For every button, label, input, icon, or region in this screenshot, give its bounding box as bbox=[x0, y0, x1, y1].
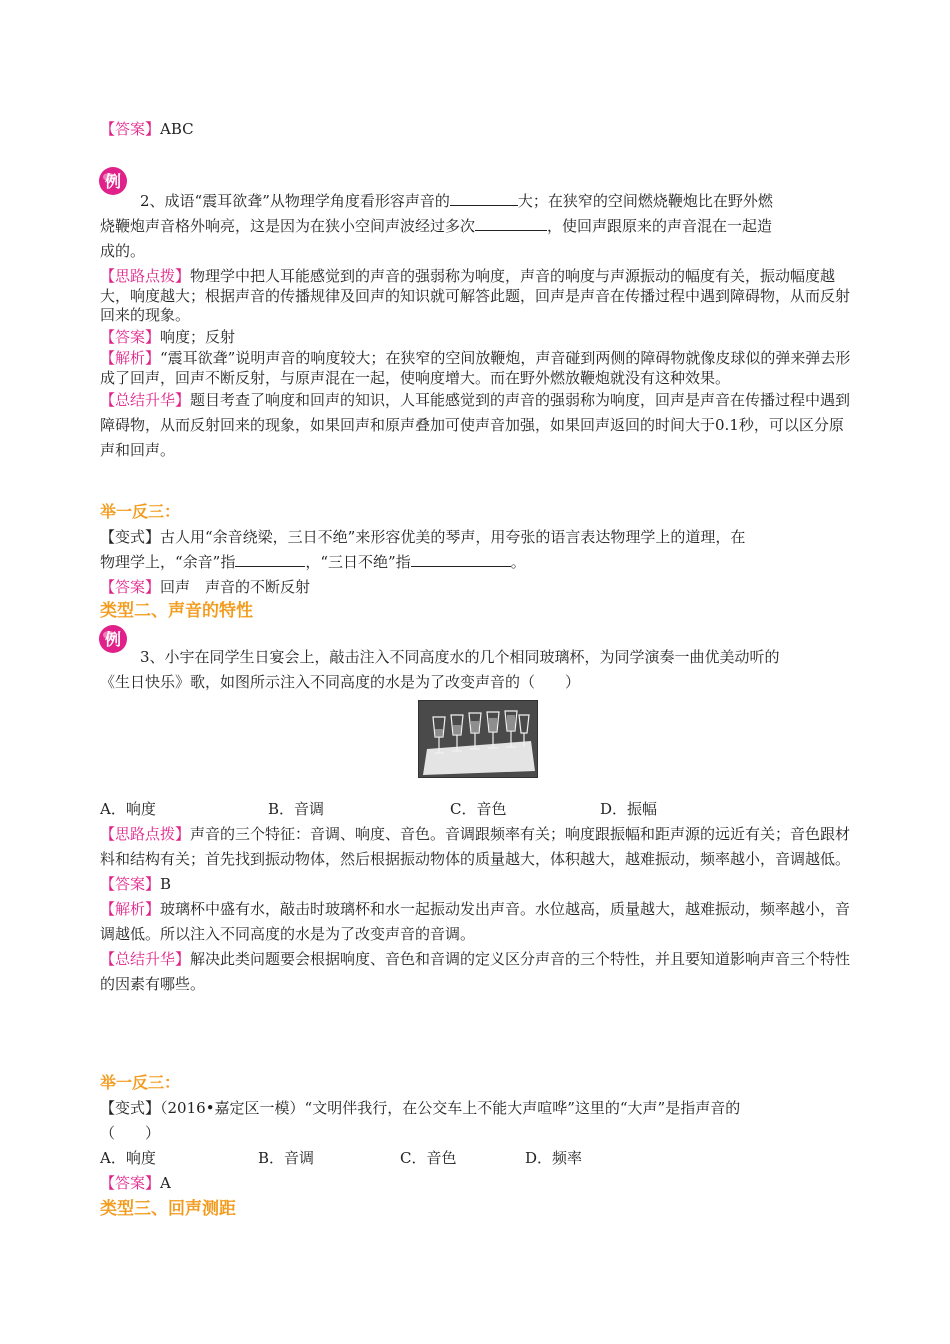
ex3-analysis: 【解析】玻璃杯中盛有水，敲击时玻璃杯和水一起振动发出声音。水位越高，质量越大，越难振动，频率越小，音调越低。所以注入不同高度的水是为了改变声音的音调。 bbox=[100, 900, 851, 943]
example-2 bbox=[100, 189, 852, 463]
option-a[interactable]: A．响度 bbox=[100, 800, 156, 818]
variant2-line2: （ ） bbox=[100, 1124, 161, 1142]
glasses-photo bbox=[418, 700, 538, 778]
variant2-line1: 【变式】（2016•嘉定区一模）“文明伴我行，在公交车上不能大声喧哗”这里的“大声”是指声音的 bbox=[100, 1099, 741, 1117]
ex3-options bbox=[100, 797, 852, 822]
ex2-line1: 2、成语“震耳欲聋”从物理学角度看形容声音的 大；在狭窄的空间燃烧鞭炮比在野外燃 bbox=[140, 192, 773, 210]
variant-line2: 物理学上，“余音”指 ，“三日不绝”指 。 bbox=[100, 553, 526, 571]
answer-blank bbox=[450, 190, 518, 206]
practice-heading: 举一反三： bbox=[100, 1075, 181, 1092]
ex3-summary: 【总结升华】解决此类问题要会根据响度、音色和音调的定义区分声音的三个特性，并且要知道影响声音三个特性的因素有哪些。 bbox=[100, 950, 851, 993]
answer-text: ABC bbox=[160, 120, 194, 138]
ex2-line2: 烧鞭炮声音格外响亮，这是因为在狭小空间声波经过多次 ，使回声跟原来的声音混在一起造 bbox=[100, 217, 773, 235]
ex2-answer: 【答案】响度；反射 bbox=[100, 327, 236, 346]
ex3-answer: 【答案】B bbox=[100, 875, 172, 893]
option-c[interactable]: C．音色 bbox=[400, 1149, 457, 1167]
practice-heading: 举一反三： bbox=[100, 504, 181, 521]
option-d[interactable]: D．振幅 bbox=[600, 800, 658, 818]
answer-label: 【答案】 bbox=[100, 120, 161, 138]
ex2-line3: 成的。 bbox=[100, 242, 146, 260]
option-b[interactable]: B．音调 bbox=[268, 800, 325, 818]
ex2-hint: 【思路点拨】物理学中把人耳能感觉到的声音的强弱称为响度，声音的响度与声源振动的幅度有关，振动幅度越大，响度越大；根据声音的传播规律及回声的知识就可解答此题，回声是声音在传播过程中遇到障碍物，从而反射回来的现象。 bbox=[100, 267, 851, 324]
svg-text:例: 例 bbox=[104, 630, 122, 649]
section-heading: 类型二、声音的特性 bbox=[100, 601, 253, 620]
answer-blank bbox=[235, 551, 305, 567]
section-heading: 类型三、回声测距 bbox=[100, 1199, 236, 1218]
ex2-summary: 【总结升华】题目考查了响度和回声的知识，人耳能感觉到的声音的强弱称为响度，回声是声音在传播过程中遇到障碍物，从而反射回来的现象，如果回声和原声叠加可使声音加强，如果回声返回的时间大于0.1秒，可以区分原声和回声。 bbox=[100, 391, 851, 459]
variant2-answer: 【答案】A bbox=[100, 1174, 171, 1192]
answer-blank bbox=[475, 215, 547, 231]
example-3 bbox=[100, 645, 852, 695]
ex3-hint: 【思路点拨】声音的三个特征：音调、响度、音色。音调跟频率有关；响度跟振幅和距声源的远近有关；音色跟材料和结构有关；首先找到振动物体，然后根据振动物体的质量越大，体积越大，越难振动，频率越小，音调越低。 bbox=[100, 825, 851, 868]
option-d[interactable]: D．频率 bbox=[525, 1149, 583, 1167]
option-a[interactable]: A．响度 bbox=[100, 1149, 156, 1167]
variant-line1: 【变式】古人用“余音绕梁，三日不绝”来形容优美的琴声，用夸张的语言表达物理学上的道理，在 bbox=[100, 528, 746, 546]
ex3-line1: 3、小宇在同学生日宴会上，敲击注入不同高度水的几个相同玻璃杯，为同学演奏一曲优美动听的 bbox=[140, 648, 780, 666]
type3-heading-block bbox=[100, 1196, 852, 1221]
ex3-line2: 《生日快乐》歌，如图所示注入不同高度的水是为了改变声音的（ ） bbox=[100, 673, 581, 691]
variant-answer: 【答案】回声 声音的不断反射 bbox=[100, 578, 311, 596]
example-icon-text: 例 bbox=[104, 172, 122, 191]
option-b[interactable]: B．音调 bbox=[258, 1149, 315, 1167]
answer-1 bbox=[100, 117, 852, 142]
ex2-analysis: 【解析】“震耳欲聋”说明声音的响度较大；在狭窄的空间放鞭炮，声音碰到两侧的障碍物就像皮球似的弹来弹去形成了回声，回声不断反射，与原声混在一起，使响度增大。而在野外燃放鞭炮就没有这种效果。 bbox=[100, 349, 851, 387]
option-c[interactable]: C．音色 bbox=[450, 800, 507, 818]
variant2-options bbox=[100, 1146, 852, 1171]
type2-heading-block bbox=[100, 598, 852, 623]
practice-2 bbox=[100, 1071, 852, 1196]
answer-blank bbox=[411, 551, 511, 567]
ex3-explanation bbox=[100, 822, 852, 997]
practice-1 bbox=[100, 500, 852, 600]
